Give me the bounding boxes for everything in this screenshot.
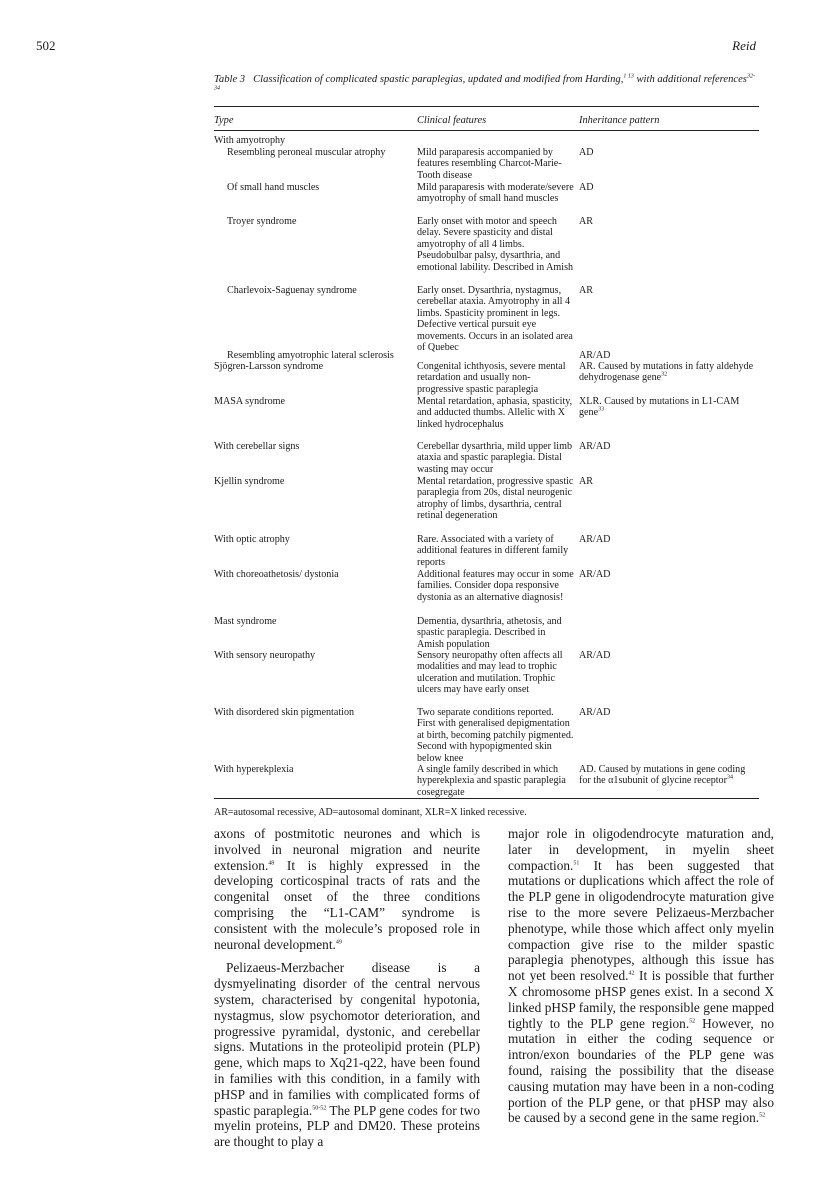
cell-type: Charlevoix-Saguenay syndrome bbox=[227, 285, 357, 296]
cell-inheritance bbox=[579, 350, 759, 361]
running-head: Reid bbox=[732, 38, 756, 53]
citation: 42 bbox=[628, 970, 635, 977]
citation: 48 bbox=[268, 860, 275, 867]
cell-inheritance bbox=[579, 707, 759, 718]
cell-type: MASA syndrome bbox=[214, 396, 285, 407]
cell-clinical: Dementia, dysarthria, athetosis, and spastic paraplegia. Described in Amish population bbox=[417, 616, 562, 650]
table-top-rule bbox=[214, 106, 759, 107]
cell-type: With optic atrophy bbox=[214, 534, 290, 545]
cell-inheritance-text: AR/AD bbox=[579, 441, 611, 452]
table-caption bbox=[214, 74, 759, 98]
cell-type: With amyotrophy bbox=[214, 135, 286, 146]
cell-inheritance-text: AR/AD bbox=[579, 650, 611, 661]
text: axons of postmitotic neurones and which is involved in neuronal migration and neurite extension. bbox=[214, 826, 480, 873]
col-header-clinical: Clinical features bbox=[417, 115, 487, 126]
cell-type: Kjellin syndrome bbox=[214, 476, 285, 487]
cell-type: Troyer syndrome bbox=[227, 216, 297, 227]
caption-ref-a: 1 13 bbox=[623, 73, 634, 80]
cell-type: Sjögren-Larsson syndrome bbox=[214, 361, 324, 372]
citation: 32 bbox=[661, 372, 668, 379]
cell-type: Of small hand muscles bbox=[227, 182, 320, 193]
cell-clinical: Additional features may occur in some families. Consider dopa responsive dystonia as an alternative diagnosis! bbox=[417, 569, 574, 603]
cell-inheritance-text: AD bbox=[579, 182, 594, 193]
cell-clinical: Mental retardation, progressive spastic paraplegia from 20s, distal neurogenic atrophy of limbs, dysarthria, central retinal degeneration bbox=[417, 476, 574, 522]
table-footnote: AR=autosomal recessive, AD=autosomal dominant, XLR=X linked recessive. bbox=[214, 807, 527, 818]
citation: 52 bbox=[759, 1112, 766, 1119]
cell-type: With cerebellar signs bbox=[214, 441, 300, 452]
text: It has been suggested that mutations or duplications which affect the role of the PLP gene in oligodendrocyte maturation give rise to the more severe Pelizaeus-Merzbacher phenotype, while those which affect only myelin compaction give rise to the milder spastic paraplegia phenotypes, although this issue has not yet been resolved. bbox=[508, 857, 774, 984]
cell-inheritance bbox=[579, 476, 759, 487]
text: It is possible that further X chromosome pHSP genes exist. In a second X linked pHSP family, the responsible gene mapped tightly to the PLP gene region. bbox=[508, 968, 774, 1031]
col-header-inheritance: Inheritance pattern bbox=[579, 115, 660, 126]
cell-inheritance bbox=[579, 764, 759, 787]
paragraph bbox=[214, 826, 480, 952]
cell-clinical: Sensory neuropathy often affects all modalities and may lead to trophic ulceration and mutilation. Trophic ulcers may have early onset bbox=[417, 650, 563, 696]
cell-clinical: Early onset with motor and speech delay. Severe spasticity and distal amyotrophy of all 4 limbs. Pseudobulbar palsy, dysarthria, and emotional lability. Described in Amish bbox=[417, 216, 574, 273]
cell-clinical: Mild paraparesis accompanied by features resembling Charcot-Marie-Tooth disease bbox=[417, 147, 562, 181]
citation: 52 bbox=[689, 1018, 696, 1025]
cell-inheritance bbox=[579, 216, 759, 227]
cell-inheritance bbox=[579, 285, 759, 296]
citation: 49 bbox=[335, 939, 342, 946]
cell-inheritance-text: AR/AD bbox=[579, 350, 611, 361]
cell-inheritance bbox=[579, 569, 759, 580]
cell-inheritance bbox=[579, 441, 759, 452]
cell-inheritance bbox=[579, 534, 759, 545]
text: major role in oligodendrocyte maturation and, later in development, in myelin sheet compaction. bbox=[508, 826, 774, 873]
cell-inheritance-text: AR/AD bbox=[579, 534, 611, 545]
cell-inheritance-text: AR bbox=[579, 216, 594, 227]
cell-type: With sensory neuropathy bbox=[214, 650, 316, 661]
text: The PLP gene codes for two myelin proteins, PLP and DM20. These proteins are thought to play a bbox=[214, 1102, 480, 1150]
cell-clinical: Two separate conditions reported. First with generalised depigmentation at birth, becoming patchily pigmented. Second with hypopigmented skin below knee bbox=[417, 707, 574, 764]
table-bottom-rule bbox=[214, 798, 759, 799]
cell-inheritance bbox=[579, 182, 759, 193]
cell-type: Mast syndrome bbox=[214, 616, 277, 627]
cell-type: With hyperekplexia bbox=[214, 764, 294, 775]
citation: 51 bbox=[573, 860, 580, 867]
cell-inheritance-text: AR/AD bbox=[579, 707, 611, 718]
table-header-rule bbox=[214, 130, 759, 131]
citation: 50-52 bbox=[312, 1105, 327, 1112]
paragraph bbox=[214, 960, 480, 1150]
cell-inheritance-text: AD bbox=[579, 147, 594, 158]
cell-type: With disordered skin pigmentation bbox=[214, 707, 355, 718]
cell-inheritance-text: AD. Caused by mutations in gene coding for the α1subunit of glycine receptor bbox=[579, 764, 746, 787]
cell-inheritance bbox=[579, 147, 759, 158]
text: However, no mutation in either the coding sequence or intron/exon boundaries of the PLP gene was found, raising the possibility that the disease causing mutation may have been in a non-coding portion of the PLP gene, or that pHSP may also be caused by a second gene in the same region. bbox=[508, 1015, 774, 1126]
cell-inheritance bbox=[579, 650, 759, 661]
cell-inheritance-text: AR bbox=[579, 285, 594, 296]
cell-clinical: Mild paraparesis with moderate/severe amyotrophy of small hand muscles bbox=[417, 182, 574, 205]
cell-inheritance bbox=[579, 396, 759, 419]
paragraph bbox=[508, 826, 774, 1126]
text: It is highly expressed in the developing corticospinal tracts of rats and the congenital onset of the three conditions comprising the “L1-CAM” syndrome is consistent with the molecule’s proposed role in neuronal development. bbox=[214, 857, 480, 952]
cell-type: With choreoathetosis/ dystonia bbox=[214, 569, 339, 580]
citation: 34 bbox=[726, 775, 733, 782]
cell-inheritance-text: AR/AD bbox=[579, 569, 611, 580]
text: Pelizaeus-Merzbacher disease is a dysmyelinating disorder of the central nervous system, characterised by congenital hypotonia, nystagmus, slow psychomotor deterioration, and progressive pyramidal, dystonic, and cerebellar signs. Mutations in the proteolipid protein (PLP) gene, which maps to Xq21-q22, have been found in families with this condition, in a family with pHSP and in families with complicated forms of spastic paraplegia. bbox=[214, 960, 480, 1118]
cell-clinical: Early onset. Dysarthria, nystagmus, cerebellar ataxia. Amyotrophy in all 4 limbs. Spasticity prominent in legs. Defective vertical pursuit eye movements. Occurs in an isolated area of Quebec bbox=[417, 285, 573, 354]
body-column-right bbox=[508, 826, 774, 1126]
cell-inheritance-text: AR bbox=[579, 476, 594, 487]
cell-clinical: Mental retardation, aphasia, spasticity, and adducted thumbs. Allelic with X linked hydrocephalus bbox=[417, 396, 573, 430]
cell-clinical: Rare. Associated with a variety of additional features in different family reports bbox=[417, 534, 569, 568]
col-header-type: Type bbox=[214, 115, 234, 126]
page-number: 502 bbox=[36, 38, 56, 53]
cell-clinical: Congenital ichthyosis, severe mental retardation and usually non-progressive spastic paraplegia bbox=[417, 361, 566, 395]
cell-clinical: Cerebellar dysarthria, mild upper limb ataxia and spastic paraplegia. Distal wasting may occur bbox=[417, 441, 573, 475]
citation: 33 bbox=[598, 407, 605, 414]
table-label: Table 3 bbox=[214, 74, 246, 85]
cell-inheritance-text: XLR. Caused by mutations in L1-CAM gene bbox=[579, 396, 740, 419]
cell-inheritance bbox=[579, 361, 759, 384]
cell-type: Resembling amyotrophic lateral sclerosis bbox=[227, 350, 394, 361]
body-column-left bbox=[214, 826, 480, 1150]
caption-text-a: Classification of complicated spastic paraplegias, updated and modified from Harding, bbox=[253, 74, 624, 85]
caption-ref-b: 32-34 bbox=[214, 73, 755, 92]
cell-type: Resembling peroneal muscular atrophy bbox=[227, 147, 386, 158]
cell-inheritance-text: AR. Caused by mutations in fatty aldehyde dehydrogenase gene bbox=[579, 361, 754, 384]
caption-text-b: with additional references bbox=[633, 74, 747, 85]
cell-clinical: A single family described in which hyperekplexia and spastic paraplegia cosegregate bbox=[417, 764, 566, 798]
